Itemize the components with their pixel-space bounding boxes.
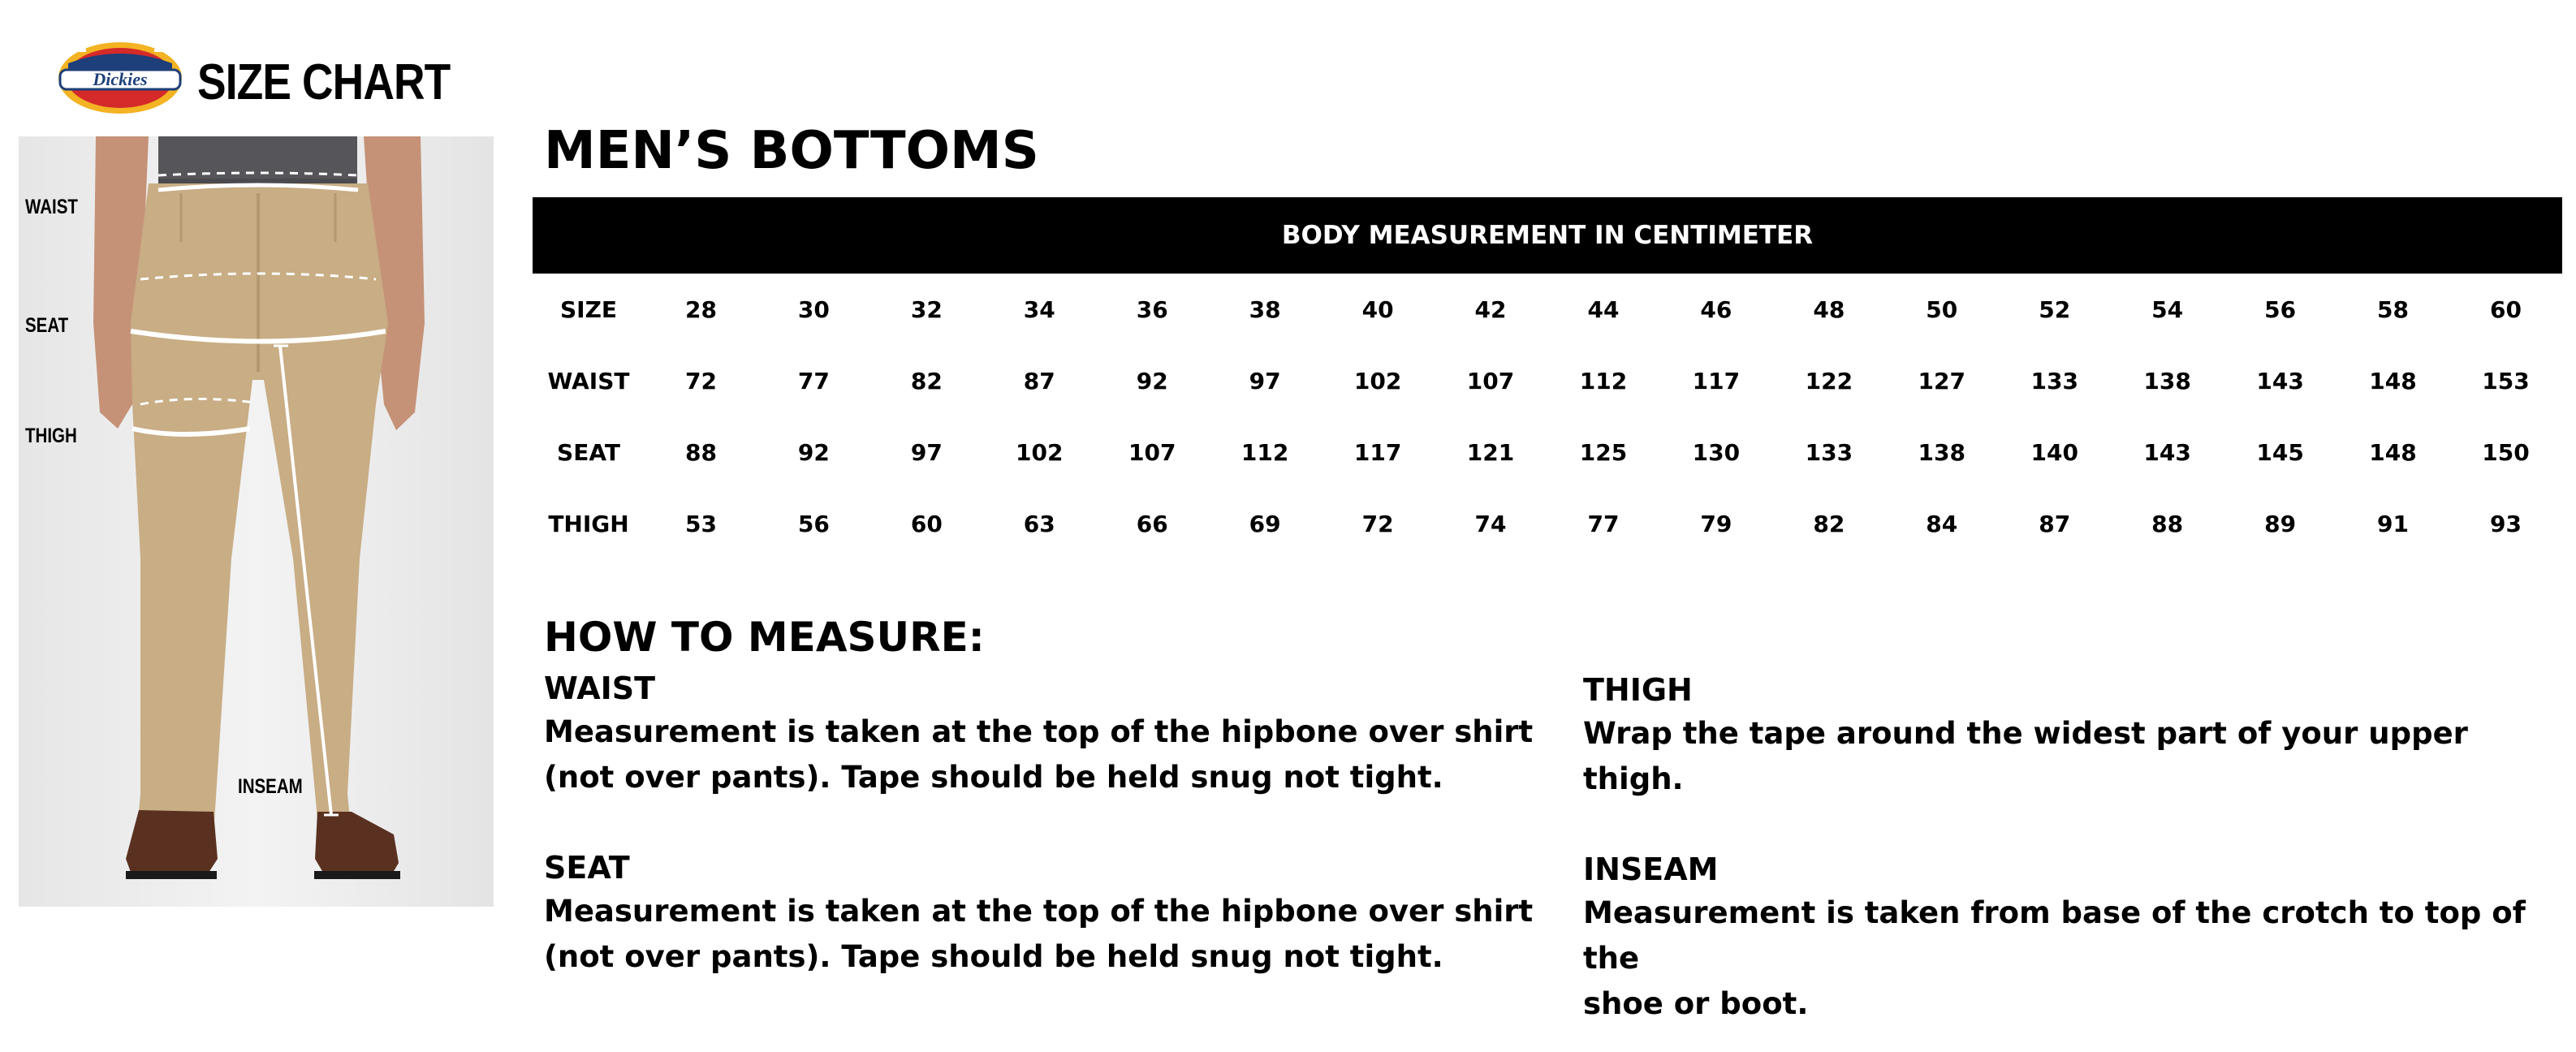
table-cell: 53 [684, 510, 717, 537]
table-cell: 40 [1361, 295, 1394, 323]
table-cell: 82 [910, 367, 943, 394]
table-cell: 44 [1587, 295, 1620, 323]
measure-seat-line1: Measurement is taken at the top of the hipbone over shirt [544, 894, 1534, 929]
table-cell: 32 [910, 295, 943, 323]
measure-thigh [1583, 669, 2574, 802]
label-waist: WAIST [25, 196, 78, 218]
table-cell: 88 [684, 438, 717, 466]
row-label: WAIST [547, 367, 630, 394]
table-cell: 48 [1813, 295, 1845, 323]
table-cell: 133 [2030, 367, 2078, 394]
measure-seat-heading: SEAT [544, 850, 630, 886]
table-cell: 138 [2143, 367, 2191, 394]
measure-thigh-line1: Wrap the tape around the widest part of your upper thigh. [1583, 716, 2468, 796]
size-table [533, 274, 2562, 559]
table-cell: 30 [797, 295, 830, 323]
table-cell: 63 [1023, 510, 1055, 537]
row-label: SIZE [559, 295, 617, 323]
table-cell: 148 [2369, 438, 2417, 466]
table-cell: 42 [1474, 295, 1507, 323]
measure-inseam-line1: Measurement is taken from base of the crotch to top of the [1583, 895, 2526, 976]
table-cell: 112 [1241, 438, 1289, 466]
table-cell: 107 [1466, 367, 1515, 394]
table-cell: 130 [1692, 438, 1741, 466]
table-cell: 102 [1353, 367, 1402, 394]
table-cell: 66 [1136, 510, 1168, 537]
size-chart-title: SIZE CHART [197, 54, 451, 110]
table-cell: 87 [2039, 510, 2071, 537]
measure-seat-line2: (not over pants). Tape should be held snug not tight. [544, 939, 1443, 974]
measure-waist-line1: Measurement is taken at the top of the hipbone over shirt [544, 714, 1534, 749]
measure-inseam-heading: INSEAM [1583, 852, 1719, 887]
table-cell: 54 [2151, 295, 2184, 323]
table-cell: 91 [2377, 510, 2410, 537]
row-label: SEAT [557, 438, 620, 466]
table-cell: 122 [1805, 367, 1853, 394]
dickies-logo-icon [57, 41, 183, 115]
table-cell: 112 [1579, 367, 1628, 394]
table-row-thigh [533, 488, 2562, 559]
table-cell: 72 [684, 367, 717, 394]
table-cell: 74 [1474, 510, 1507, 537]
how-to-measure-title: HOW TO MEASURE: [544, 614, 985, 661]
table-cell: 145 [2256, 438, 2304, 466]
pants-illustration [19, 136, 494, 907]
table-cell: 97 [910, 438, 943, 466]
table-cell: 92 [797, 438, 830, 466]
table-cell: 77 [797, 367, 830, 394]
table-cell: 88 [2151, 510, 2184, 537]
table-cell: 89 [2264, 510, 2297, 537]
table-cell: 56 [2264, 295, 2297, 323]
table-cell: 133 [1805, 438, 1853, 466]
table-cell: 82 [1813, 510, 1845, 537]
table-cell: 36 [1136, 295, 1168, 323]
table-cell: 117 [1692, 367, 1741, 394]
table-cell: 72 [1361, 510, 1394, 537]
table-cell: 58 [2377, 295, 2410, 323]
table-cell: 121 [1466, 438, 1515, 466]
table-banner: BODY MEASUREMENT IN CENTIMETER [533, 197, 2562, 274]
table-cell: 153 [2482, 367, 2530, 394]
label-inseam: INSEAM [238, 775, 303, 798]
table-row-waist [533, 345, 2562, 416]
section-title: MEN’S BOTTOMS [544, 121, 1039, 181]
measure-seat [544, 847, 1534, 980]
measure-waist [544, 667, 1534, 800]
table-cell: 148 [2369, 367, 2417, 394]
table-cell: 77 [1587, 510, 1620, 537]
table-cell: 52 [2039, 295, 2071, 323]
table-cell: 150 [2482, 438, 2530, 466]
table-cell: 46 [1700, 295, 1732, 323]
table-cell: 125 [1579, 438, 1628, 466]
measure-waist-heading: WAIST [544, 670, 656, 706]
table-cell: 79 [1700, 510, 1732, 537]
table-cell: 60 [910, 510, 943, 537]
table-cell: 92 [1136, 367, 1168, 394]
table-cell: 50 [1926, 295, 1958, 323]
label-thigh: THIGH [25, 425, 77, 447]
table-cell: 60 [2490, 295, 2522, 323]
table-cell: 38 [1249, 295, 1281, 323]
table-row-size [533, 274, 2562, 345]
label-seat: SEAT [25, 314, 69, 337]
measure-inseam-line2: shoe or boot. [1583, 986, 1809, 1021]
table-cell: 69 [1249, 510, 1281, 537]
table-cell: 84 [1926, 510, 1958, 537]
measure-waist-line2: (not over pants). Tape should be held snug not tight. [544, 760, 1443, 795]
table-cell: 143 [2143, 438, 2191, 466]
table-cell: 138 [1918, 438, 1965, 466]
table-cell: 56 [797, 510, 830, 537]
svg-text:Dickies: Dickies [93, 69, 148, 89]
row-label: THIGH [548, 510, 629, 537]
dickies-logo [57, 41, 183, 115]
table-cell: 140 [2030, 438, 2078, 466]
table-cell: 127 [1918, 367, 1965, 394]
table-cell: 97 [1249, 367, 1281, 394]
table-cell: 87 [1023, 367, 1055, 394]
table-cell: 93 [2490, 510, 2522, 537]
table-row-seat [533, 416, 2562, 488]
table-cell: 102 [1016, 438, 1064, 466]
table-cell: 143 [2256, 367, 2304, 394]
measure-inseam [1583, 848, 2574, 1027]
table-cell: 117 [1353, 438, 1402, 466]
table-cell: 107 [1128, 438, 1176, 466]
measure-thigh-heading: THIGH [1583, 672, 1693, 708]
table-cell: 34 [1023, 295, 1055, 323]
table-cell: 28 [684, 295, 717, 323]
